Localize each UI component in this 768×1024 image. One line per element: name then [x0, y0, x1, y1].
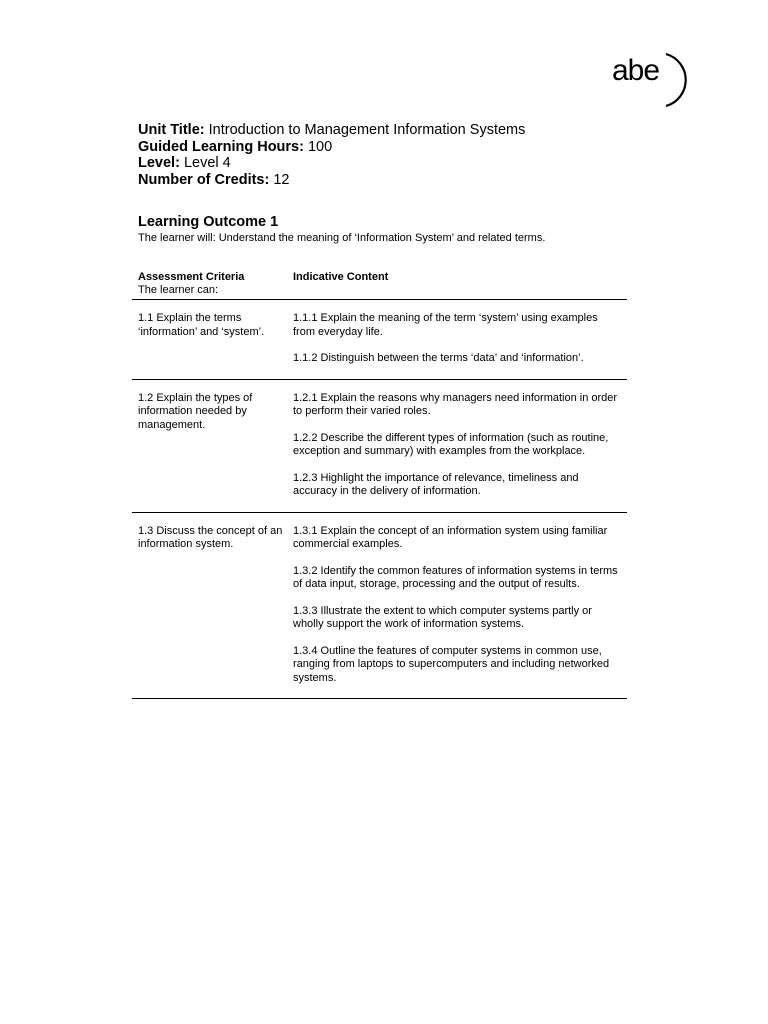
criteria-table	[132, 271, 627, 699]
level-row	[138, 155, 638, 172]
content-cell	[293, 525, 621, 686]
unit-title-value: Introduction to Management Information Systems	[208, 122, 526, 138]
content-cell	[293, 392, 621, 499]
content-item: 1.2.3 Highlight the importance of relevance, timeliness and accuracy in the delivery of information.	[293, 471, 579, 497]
level-value: Level 4	[183, 155, 231, 171]
content-item: 1.1.1 Explain the meaning of the term ‘system’ using examples from everyday life.	[293, 312, 598, 338]
content-item: 1.2.1 Explain the reasons why managers need information in order to perform their varied roles.	[293, 391, 618, 417]
header-content-title: Indicative Content	[293, 271, 389, 283]
outcome-description: The learner will: Understand the meaning of ‘Information System’ and related terms.	[138, 232, 546, 244]
unit-title-row	[138, 122, 638, 139]
table-row	[132, 300, 627, 380]
content-item: 1.3.1 Explain the concept of an information system using familiar commercial examples.	[293, 524, 608, 550]
header-criteria	[138, 271, 293, 299]
outcome-heading: Learning Outcome 1	[138, 214, 279, 230]
criteria-cell: 1.3 Discuss the concept of an information system.	[138, 524, 283, 550]
header-criteria-title: Assessment Criteria	[138, 271, 245, 283]
guided-hours-row	[138, 139, 638, 156]
abe-logo	[608, 50, 690, 110]
header-content	[293, 271, 621, 299]
guided-hours-value: 100	[307, 138, 333, 155]
credits-label: Number of Credits:	[138, 171, 270, 188]
table-row	[132, 513, 627, 700]
guided-hours-label: Guided Learning Hours:	[138, 138, 304, 155]
content-cell	[293, 312, 621, 366]
criteria-cell: 1.1 Explain the terms ‘information’ and ‘system’.	[138, 312, 265, 338]
unit-title-label: Unit Title:	[138, 122, 205, 138]
level-label: Level:	[138, 155, 180, 171]
table-row	[132, 380, 627, 513]
table-header	[132, 271, 627, 300]
credits-row	[138, 172, 638, 189]
content-item: 1.2.2 Describe the different types of information (such as routine, exception and summary) with examples from the workplace.	[293, 431, 609, 457]
logo-text: abe	[612, 54, 660, 87]
criteria-cell: 1.2 Explain the types of information needed by management.	[138, 391, 253, 431]
content-item: 1.3.4 Outline the features of computer systems in common use, ranging from laptops to supercomputers and including networked systems.	[293, 644, 610, 684]
content-item: 1.3.2 Identify the common features of information systems in terms of data input, storage, processing and the output of results.	[293, 564, 618, 590]
header-criteria-subtitle: The learner can:	[138, 284, 219, 296]
content-item: 1.3.3 Illustrate the extent to which computer systems partly or wholly support the work of information systems.	[293, 604, 592, 630]
content-item: 1.1.2 Distinguish between the terms ‘data’ and ‘information’.	[293, 352, 584, 364]
unit-metadata	[138, 122, 638, 188]
learning-outcome	[138, 214, 638, 245]
credits-value: 12	[273, 171, 290, 188]
